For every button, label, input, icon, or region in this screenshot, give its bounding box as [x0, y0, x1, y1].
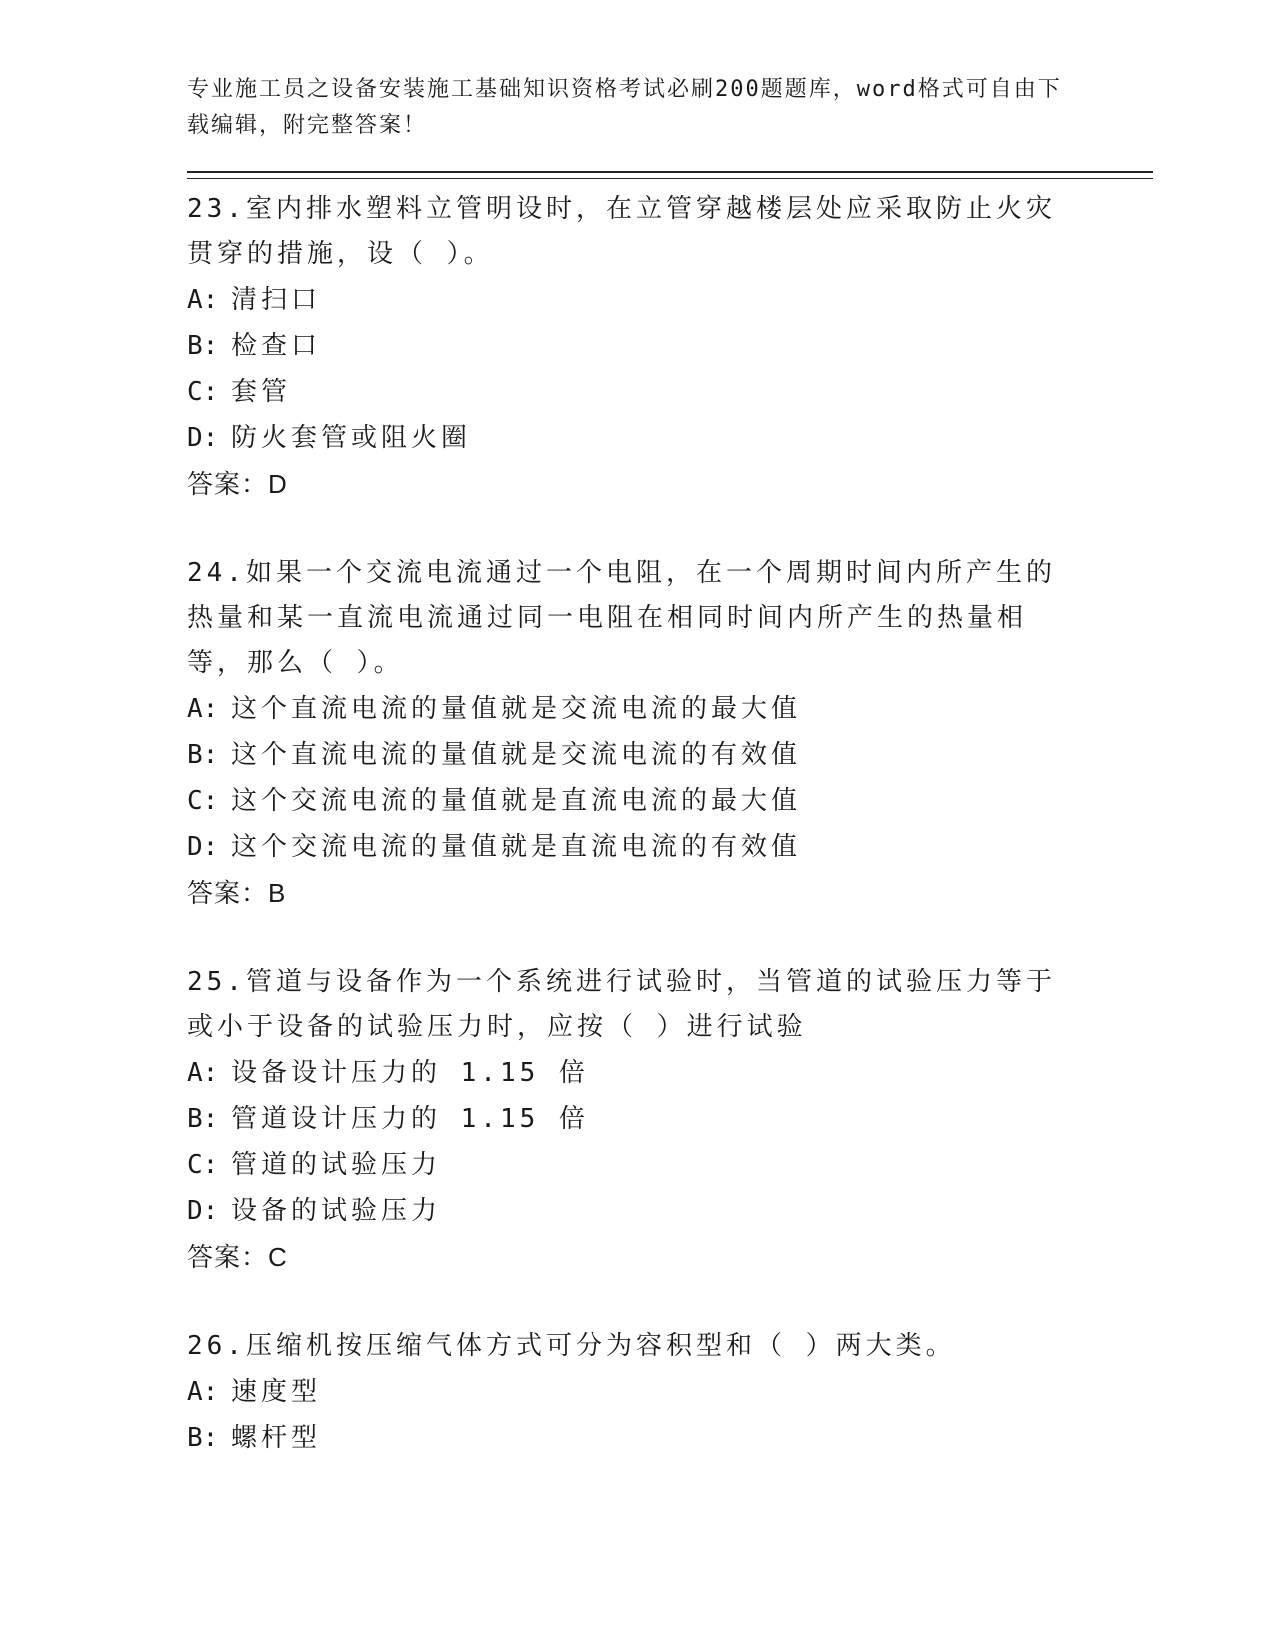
option-a [187, 1050, 1153, 1096]
option-c [187, 1142, 1153, 1188]
option-text: 速度型 [231, 1377, 322, 1407]
option-key: D: [187, 832, 219, 862]
option-key: B: [187, 331, 219, 361]
option-text: 清扫口 [231, 285, 322, 315]
option-d [187, 415, 1153, 461]
option-text: 这个交流电流的量值就是直流电流的最大值 [231, 786, 802, 816]
option-a [187, 277, 1153, 323]
question-23 [187, 187, 1153, 507]
option-key: A: [187, 694, 219, 724]
option-d [187, 824, 1153, 870]
option-key: C: [187, 1150, 219, 1180]
option-text: 套管 [231, 377, 292, 407]
option-text: 这个交流电流的量值就是直流电流的有效值 [231, 832, 802, 862]
option-key: B: [187, 1104, 219, 1134]
question-stem: 24.如果一个交流电流通过一个电阻，在一个周期时间内所产生的热量和某一直流电流通过同一电阻在相同时间内所产生的热量相等，那么（ ）。 [187, 558, 1056, 678]
option-key: D: [187, 1196, 219, 1226]
question-stem: 23.室内排水塑料立管明设时，在立管穿越楼层处应采取防止火灾贯穿的措施，设（ ）。 [187, 194, 1056, 269]
question-24 [187, 551, 1153, 916]
option-text: 管道的试验压力 [231, 1150, 442, 1180]
option-key: B: [187, 1423, 219, 1453]
option-d [187, 1188, 1153, 1234]
option-c [187, 778, 1153, 824]
option-c [187, 369, 1153, 415]
option-key: D: [187, 423, 219, 453]
answer-line: 答案：C [187, 1242, 288, 1272]
option-text: 这个直流电流的量值就是交流电流的有效值 [231, 740, 802, 770]
option-b [187, 1096, 1153, 1142]
option-text: 这个直流电流的量值就是交流电流的最大值 [231, 694, 802, 724]
option-key: A: [187, 1058, 219, 1088]
document-page [187, 72, 1153, 1461]
option-key: C: [187, 377, 219, 407]
option-b [187, 1415, 1153, 1461]
option-a [187, 686, 1153, 732]
option-key: B: [187, 740, 219, 770]
option-text: 设备的试验压力 [231, 1196, 442, 1226]
option-text: 检查口 [231, 331, 322, 361]
question-stem: 26.压缩机按压缩气体方式可分为容积型和（ ）两大类。 [187, 1331, 956, 1361]
option-key: C: [187, 786, 219, 816]
question-26 [187, 1324, 1153, 1461]
option-text: 设备设计压力的 1.15 倍 [231, 1058, 589, 1088]
answer-line: 答案：D [187, 469, 288, 499]
option-text: 管道设计压力的 1.15 倍 [231, 1104, 589, 1134]
question-stem: 25.管道与设备作为一个系统进行试验时，当管道的试验压力等于或小于设备的试验压力时，应按（ ）进行试验 [187, 967, 1056, 1042]
option-key: A: [187, 1377, 219, 1407]
header-divider [187, 171, 1153, 179]
question-25 [187, 960, 1153, 1280]
option-b [187, 732, 1153, 778]
option-a [187, 1369, 1153, 1415]
option-text: 螺杆型 [231, 1423, 322, 1453]
option-b [187, 323, 1153, 369]
document-header: 专业施工员之设备安装施工基础知识资格考试必刷200题题库，word格式可自由下载编辑，附完整答案！ [187, 77, 1062, 138]
option-text: 防火套管或阻火圈 [231, 423, 472, 453]
answer-line: 答案：B [187, 878, 287, 908]
option-key: A: [187, 285, 219, 315]
